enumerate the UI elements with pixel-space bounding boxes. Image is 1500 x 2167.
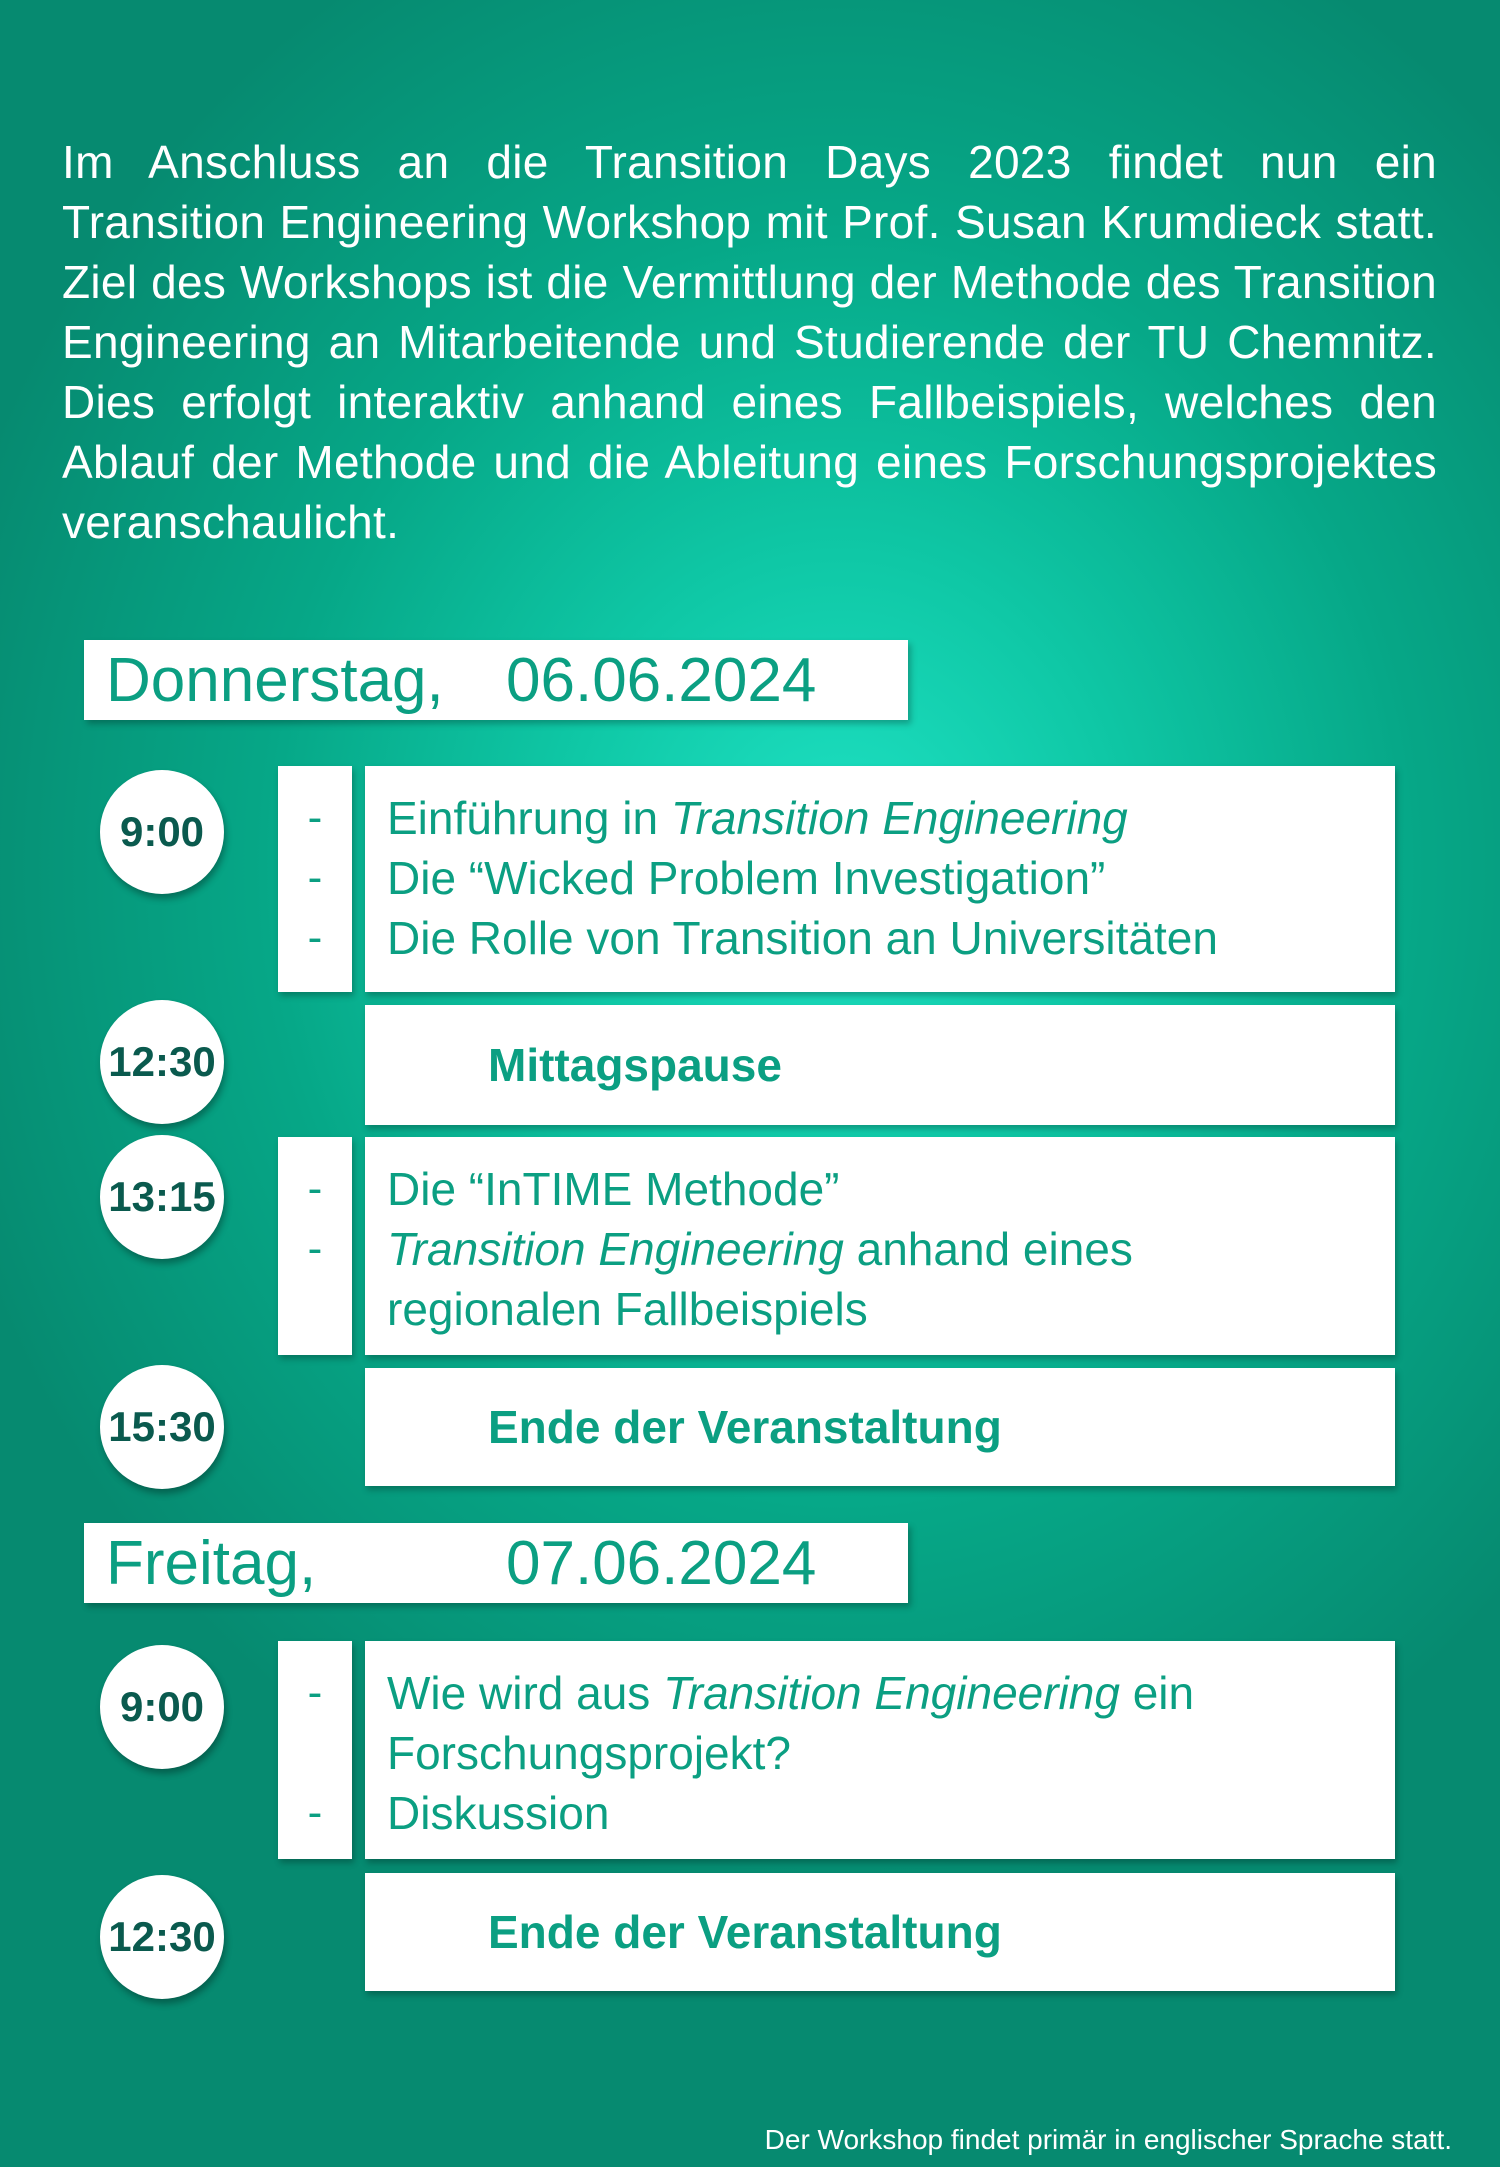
day-name: Freitag, bbox=[106, 1528, 317, 1598]
session-line: Die “InTIME Methode” bbox=[387, 1163, 840, 1215]
time-badge: 9:00 bbox=[100, 1645, 224, 1769]
time-badge: 12:30 bbox=[100, 1000, 224, 1124]
session-line: Wie wird aus Transition Engineering ein bbox=[387, 1667, 1195, 1719]
session-line: Die “Wicked Problem Investigation” bbox=[387, 852, 1106, 904]
bullet-column bbox=[278, 1137, 352, 1355]
time-badge: 12:30 bbox=[100, 1875, 224, 1999]
time-badge: 15:30 bbox=[100, 1365, 224, 1489]
session-line: Diskussion bbox=[387, 1787, 610, 1839]
bullet-dash: - bbox=[307, 1164, 323, 1213]
end-box bbox=[365, 1873, 1395, 1991]
session-line: Die Rolle von Transition an Universitäten bbox=[387, 912, 1218, 964]
day-date: 06.06.2024 bbox=[506, 645, 817, 715]
session-box bbox=[365, 766, 1395, 992]
session-line: regionalen Fallbeispiels bbox=[387, 1283, 868, 1335]
bullet-dash: - bbox=[307, 1668, 323, 1717]
intro-paragraph: Im Anschluss an die Transition Days 2023 findet nun ein Transition Engineering Workshop mit Prof. Susan Krumdieck statt. Ziel des Workshops ist die Vermittlung der Methode des Transition Engineering an Mitarbeitende und Studierende der TU Chemnitz. Dies erfolgt interaktiv anhand eines Fallbeispiels, welches den Ablauf der Methode und die Ableitung eines Forschungsprojektes veranschaulicht. bbox=[62, 136, 1437, 548]
end-label: Ende der Veranstaltung bbox=[488, 1906, 1002, 1958]
bullet-dash: - bbox=[307, 853, 323, 902]
bullet-dash: - bbox=[307, 1788, 323, 1837]
session-box bbox=[365, 1137, 1395, 1355]
break-box bbox=[365, 1005, 1395, 1125]
session-line: Einführung in Transition Engineering bbox=[387, 792, 1128, 844]
time-badge: 13:15 bbox=[100, 1135, 224, 1259]
day-header-thursday bbox=[84, 640, 908, 720]
session-line: Forschungsprojekt? bbox=[387, 1727, 791, 1779]
time-badge: 9:00 bbox=[100, 770, 224, 894]
bullet-dash: - bbox=[307, 1224, 323, 1273]
session-line: Transition Engineering anhand eines bbox=[387, 1223, 1133, 1275]
bullet-dash: - bbox=[307, 913, 323, 962]
break-label: Mittagspause bbox=[488, 1039, 782, 1091]
end-box bbox=[365, 1368, 1395, 1486]
bullet-column bbox=[278, 1641, 352, 1859]
bullet-dash: - bbox=[307, 793, 323, 842]
footer-note: Der Workshop findet primär in englischer Sprache statt. bbox=[764, 2124, 1452, 2155]
day-date: 07.06.2024 bbox=[506, 1528, 817, 1598]
day-name: Donnerstag, bbox=[106, 645, 444, 715]
day-header-friday bbox=[84, 1523, 908, 1603]
end-label: Ende der Veranstaltung bbox=[488, 1401, 1002, 1453]
bullet-column bbox=[278, 766, 352, 992]
session-box bbox=[365, 1641, 1395, 1859]
